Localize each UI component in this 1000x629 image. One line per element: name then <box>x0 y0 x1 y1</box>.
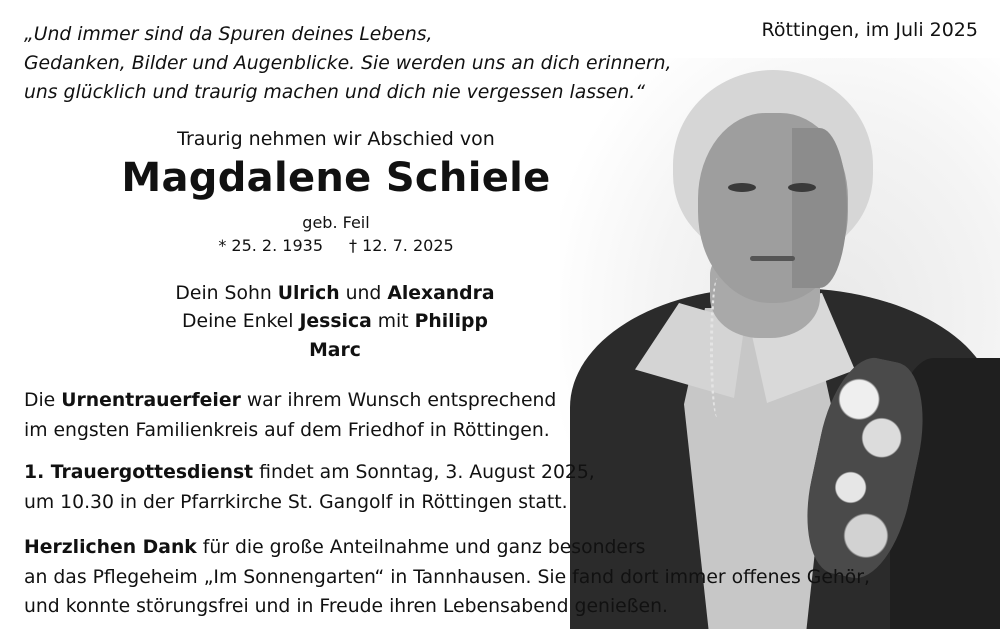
text-span: Die <box>24 390 62 411</box>
life-dates <box>0 236 672 255</box>
deceased-name: Magdalene Schiele <box>121 155 551 201</box>
text-line: an das Pflegeheim „Im Sonnengarten“ in Tannhausen. Sie fand dort immer offenes Gehör, <box>24 566 870 588</box>
text-span: findet am Sonntag, 3. August 2025, <box>253 462 595 483</box>
family-joiner: mit <box>371 311 415 332</box>
intro-text: Traurig nehmen wir Abschied von <box>177 128 495 150</box>
face-shadow <box>792 128 847 288</box>
urn-ceremony-paragraph <box>24 386 556 445</box>
family-line-grandchild <box>0 340 670 361</box>
quote-line: uns glücklich und traurig machen und dich nie vergessen lassen.“ <box>24 82 645 103</box>
service-heading: 1. Trauergottesdienst <box>24 462 254 483</box>
quote-line: Gedanken, Bilder und Augenblicke. Sie werden uns an dich erinnern, <box>24 53 672 74</box>
birth-name: geb. Feil <box>302 213 370 232</box>
text-line: um 10.30 in der Pfarrkirche St. Gangolf in Röttingen statt. <box>24 491 568 513</box>
text-span: für die große Anteilnahme und ganz besonders <box>196 537 646 558</box>
family-joiner: und <box>339 283 388 304</box>
place-and-date: Röttingen, im Juli 2025 <box>761 19 978 41</box>
right-eye <box>788 183 816 192</box>
death-date: † 12. 7. 2025 <box>349 236 454 255</box>
family-line-son <box>0 283 670 304</box>
thanks-heading: Herzlichen Dank <box>24 537 197 558</box>
text-line: und konnte störungsfrei und in Freude ihren Lebensabend genießen. <box>24 596 668 617</box>
urn-ceremony-heading: Urnentrauerfeier <box>61 390 241 411</box>
thanks-paragraph <box>24 533 870 622</box>
family-name: Ulrich <box>277 283 340 304</box>
quote-line: „Und immer sind da Spuren deines Lebens, <box>24 24 433 45</box>
family-name: Alexandra <box>387 283 495 304</box>
memorial-service-paragraph <box>24 458 595 517</box>
family-line-grandchildren <box>0 311 670 332</box>
left-eye <box>728 183 756 192</box>
text-span: war ihrem Wunsch entsprechend <box>240 390 557 411</box>
birth-date: * 25. 2. 1935 <box>218 236 323 255</box>
text-line: im engsten Familienkreis auf dem Friedhof in Röttingen. <box>24 419 550 441</box>
family-prefix: Deine Enkel <box>182 311 300 332</box>
family-name: Philipp <box>414 311 488 332</box>
family-name: Marc <box>309 340 361 361</box>
family-prefix: Dein Sohn <box>175 283 278 304</box>
family-name: Jessica <box>299 311 372 332</box>
pearl-necklace <box>710 278 725 418</box>
mouth <box>750 256 795 261</box>
memorial-quote <box>24 20 671 107</box>
